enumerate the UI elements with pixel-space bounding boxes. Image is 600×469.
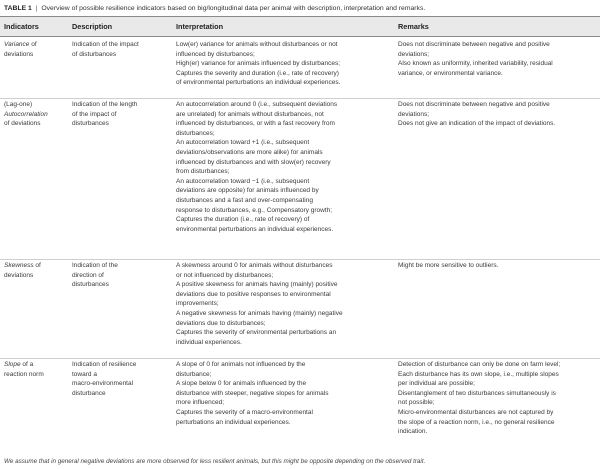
- remarks-line: per individual are possible;: [398, 380, 475, 388]
- interpretation-line: more influenced;: [176, 399, 225, 407]
- remarks-line: deviations;: [398, 50, 430, 58]
- table-row: [0, 261, 600, 359]
- indicator-text-pre: deviations: [4, 50, 34, 58]
- interpretation-line: deviations/observations are more alike) for animals: [176, 148, 323, 156]
- interpretation-line: response to disturbances, e.g., Compensatory growth;: [176, 206, 333, 214]
- interpretation-line: A positive skewness for animals having (mainly) positive: [176, 281, 338, 289]
- remarks-line: Micro-environmental disturbances are not captured by: [398, 408, 554, 416]
- interpretation-line: of environmental perturbations an individual experiences.: [176, 79, 341, 87]
- interpretation-cell: [176, 40, 396, 88]
- remarks-line: Each disturbance has its own slope, i.e., multiple slopes: [398, 370, 559, 378]
- interpretation-line: An autocorrelation around 0 (i.e., subsequent deviations: [176, 101, 338, 108]
- interpretation-line: from disturbances;: [176, 168, 230, 176]
- indicator-text-post: of a: [20, 361, 34, 368]
- remarks-line: not possible;: [398, 399, 435, 407]
- table-row: [0, 40, 600, 99]
- indicator-cell: [4, 261, 68, 280]
- remarks-cell: [398, 100, 596, 129]
- indicator-text-pre: of deviations: [4, 120, 41, 128]
- indicator-text-em: Autocorrelation: [4, 110, 48, 118]
- header-indicators: Indicators: [4, 22, 39, 31]
- remarks-line: variance, or environmental variance.: [398, 69, 503, 77]
- table-row: [0, 360, 600, 454]
- indicator-cell: [4, 100, 68, 129]
- table-row: [0, 100, 600, 260]
- interpretation-cell: [176, 100, 396, 234]
- description-cell: [72, 40, 170, 59]
- interpretation-line: Captures the severity and duration (i.e., rate of recovery): [176, 69, 339, 77]
- remarks-line: indication.: [398, 428, 428, 436]
- indicator-text-post: of: [33, 262, 41, 269]
- remarks-line: Does not discriminate between negative and positive: [398, 41, 550, 48]
- caption-text: Overview of possible resilience indicators based on big/longitudinal data per animal with description, interpretation and remarks.: [41, 5, 426, 12]
- remarks-line: the slope of a reaction norm, i.e., no general resilience: [398, 418, 555, 426]
- interpretation-line: or not influenced by disturbances;: [176, 271, 274, 279]
- remarks-line: Does not give an indication of the impact of deviations.: [398, 120, 556, 128]
- interpretation-line: Captures the duration (i.e., rate of recovery) of: [176, 216, 310, 224]
- remarks-line: Might be more sensitive to outliers.: [398, 262, 499, 269]
- interpretation-line: environmental perturbations an individual experiences.: [176, 225, 334, 233]
- interpretation-line: disturbance;: [176, 370, 212, 378]
- indicator-cell: [4, 40, 68, 59]
- description-cell: [72, 100, 170, 129]
- interpretation-line: An autocorrelation toward +1 (i.e., subsequent: [176, 139, 310, 147]
- remarks-line: Does not discriminate between negative and positive: [398, 101, 550, 108]
- indicator-text-em: Variance: [4, 41, 30, 48]
- indicator-line: [4, 261, 68, 271]
- interpretation-line: deviations due to disturbances;: [176, 319, 266, 327]
- interpretation-line: improvements;: [176, 300, 219, 308]
- indicator-line: [4, 50, 68, 60]
- interpretation-line: Captures the severity of environmental perturbations an: [176, 329, 337, 337]
- indicator-text-pre: (Lag-one): [4, 101, 33, 108]
- interpretation-line: disturbances;: [176, 129, 215, 137]
- table-footnote: We assume that in general negative deviations are more observed for less resilient animals, but this might be opposite depending on the observed trait.: [4, 458, 426, 465]
- interpretation-line: Captures the severity of a macro-environmental: [176, 408, 313, 416]
- indicator-text-em: Slope: [4, 361, 21, 368]
- description-line: direction of: [72, 271, 104, 279]
- remarks-cell: [398, 40, 596, 78]
- remarks-line: Also known as uniformity, inherited variability, residual: [398, 60, 553, 68]
- interpretation-line: Low(er) variance for animals without disturbances or not: [176, 41, 338, 48]
- interpretation-line: An autocorrelation toward −1 (i.e., subsequent: [176, 177, 310, 185]
- header-interpretation: Interpretation: [176, 22, 224, 31]
- interpretation-line: A skewness around 0 for animals without disturbances: [176, 262, 333, 269]
- description-line: Indication of the impact: [72, 41, 139, 48]
- indicator-text-em: Skewness: [4, 262, 34, 269]
- description-line: disturbance: [72, 389, 106, 397]
- table-caption: [4, 2, 596, 15]
- interpretation-line: disturbance with steeper, negative slopes for animals: [176, 389, 329, 397]
- indicator-line: [4, 360, 68, 370]
- interpretation-line: deviations are opposite) for animals influenced by: [176, 187, 319, 195]
- interpretation-cell: [176, 261, 396, 347]
- description-line: Indication of the: [72, 262, 118, 269]
- header-description: Description: [72, 22, 113, 31]
- description-line: macro-environmental: [72, 380, 134, 388]
- description-line: of the impact of: [72, 110, 117, 118]
- description-cell: [72, 261, 170, 290]
- interpretation-line: influenced by disturbances, or with a fast recovery from: [176, 120, 335, 128]
- indicator-cell: [4, 360, 68, 379]
- indicator-text-pre: deviations: [4, 271, 34, 279]
- indicator-line: [4, 271, 68, 281]
- interpretation-line: High(er) variance for animals influenced by disturbances;: [176, 60, 341, 68]
- interpretation-line: influenced by disturbances;: [176, 50, 255, 58]
- remarks-line: deviations;: [398, 110, 430, 118]
- remarks-line: Detection of disturbance can only be done on farm level;: [398, 361, 561, 368]
- description-line: disturbances: [72, 281, 109, 289]
- remarks-line: Disentanglement of two disturbances simultaneously is: [398, 389, 556, 397]
- caption-separator: |: [35, 5, 38, 12]
- description-cell: [72, 360, 170, 398]
- interpretation-line: deviations due to positive responses to environmental: [176, 290, 331, 298]
- interpretation-cell: [176, 360, 396, 427]
- interpretation-line: perturbations an individual experiences.: [176, 418, 291, 426]
- indicator-text-pre: reaction norm: [4, 370, 44, 378]
- indicator-line: [4, 100, 68, 110]
- interpretation-line: A negative skewness for animals having (mainly) negative: [176, 309, 343, 317]
- interpretation-line: individual experiences.: [176, 338, 242, 346]
- description-line: Indication of resilience: [72, 361, 137, 368]
- interpretation-line: influenced by disturbances and with slow(er) recovery: [176, 158, 331, 166]
- table-header: [0, 16, 600, 37]
- header-remarks: Remarks: [398, 22, 429, 31]
- description-line: of disturbances: [72, 50, 117, 58]
- description-line: Indication of the length: [72, 101, 138, 108]
- remarks-cell: [398, 261, 596, 271]
- indicator-line: [4, 370, 68, 380]
- interpretation-line: are unrelated) for animals without disturbances, not: [176, 110, 324, 118]
- table-label: TABLE 1: [4, 5, 32, 12]
- interpretation-line: A slope below 0 for animals influenced by the: [176, 380, 307, 388]
- indicator-line: [4, 110, 68, 120]
- indicator-text-post: of: [29, 41, 37, 48]
- description-line: disturbances: [72, 120, 109, 128]
- remarks-cell: [398, 360, 596, 437]
- indicator-line: [4, 119, 68, 129]
- indicator-line: [4, 40, 68, 50]
- interpretation-line: disturbances and a fast and over-compensating: [176, 196, 313, 204]
- description-line: toward a: [72, 370, 97, 378]
- interpretation-line: A slope of 0 for animals not influenced by the: [176, 361, 306, 368]
